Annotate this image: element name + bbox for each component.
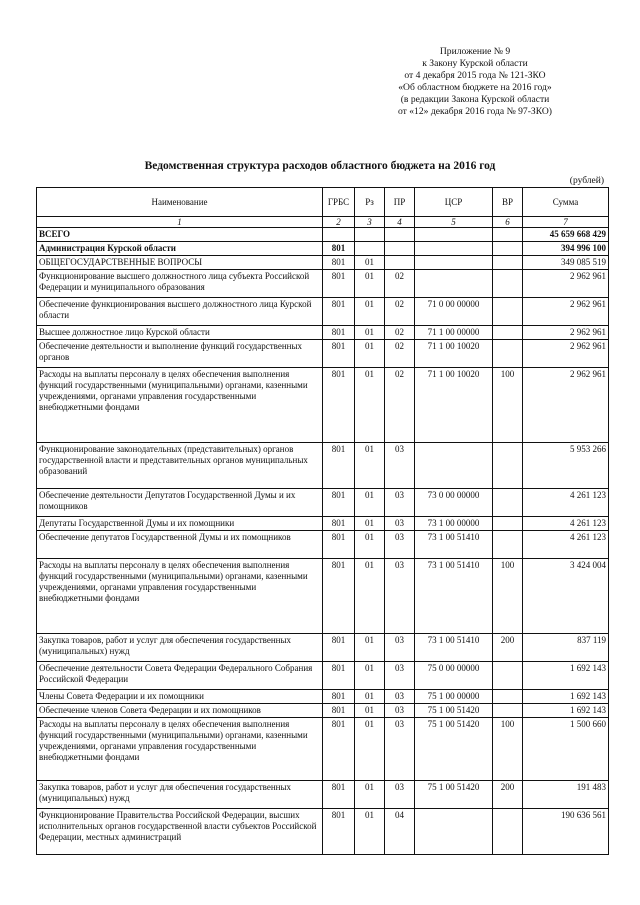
row-vr-cell: 200 bbox=[493, 781, 523, 809]
row-name-cell: Функционирование высшего должностного лица субъекта Российской Федерации и муниципального образования bbox=[37, 270, 323, 298]
row-sum-cell: 394 996 100 bbox=[523, 242, 609, 256]
row-vr-cell bbox=[493, 326, 523, 340]
row-pr-cell: 03 bbox=[385, 517, 415, 531]
row-csr-cell: 75 1 00 51420 bbox=[415, 781, 493, 809]
row-rz-cell: 01 bbox=[355, 298, 385, 326]
column-header-pr: ПР bbox=[385, 188, 415, 217]
column-number: 3 bbox=[355, 217, 385, 228]
row-grbs-cell: 801 bbox=[323, 340, 355, 368]
table-row bbox=[37, 517, 609, 531]
row-name-cell: Обеспечение членов Совета Федерации и их помощников bbox=[37, 704, 323, 718]
row-sum-cell: 1 692 143 bbox=[523, 690, 609, 704]
column-number: 4 bbox=[385, 217, 415, 228]
row-name-cell: Обеспечение депутатов Государственной Думы и их помощников bbox=[37, 531, 323, 559]
row-rz-cell: 01 bbox=[355, 270, 385, 298]
row-rz-cell: 01 bbox=[355, 662, 385, 690]
table-row bbox=[37, 718, 609, 781]
row-vr-cell: 100 bbox=[493, 559, 523, 634]
appendix-line: к Закону Курской области bbox=[422, 58, 528, 69]
table-row bbox=[37, 242, 609, 256]
row-csr-cell: 73 1 00 51410 bbox=[415, 559, 493, 634]
row-grbs-cell: 801 bbox=[323, 809, 355, 855]
row-grbs-cell: 801 bbox=[323, 559, 355, 634]
row-csr-cell bbox=[415, 809, 493, 855]
row-pr-cell bbox=[385, 228, 415, 242]
row-vr-cell: 200 bbox=[493, 634, 523, 662]
row-grbs-cell: 801 bbox=[323, 517, 355, 531]
row-sum-cell: 1 692 143 bbox=[523, 662, 609, 690]
row-pr-cell: 03 bbox=[385, 443, 415, 489]
table-row bbox=[37, 368, 609, 443]
row-vr-cell bbox=[493, 704, 523, 718]
row-grbs-cell: 801 bbox=[323, 718, 355, 781]
row-name-cell: Члены Совета Федерации и их помощники bbox=[37, 690, 323, 704]
row-csr-cell bbox=[415, 242, 493, 256]
row-pr-cell bbox=[385, 256, 415, 270]
table-row bbox=[37, 531, 609, 559]
row-vr-cell: 100 bbox=[493, 718, 523, 781]
table-row bbox=[37, 326, 609, 340]
document-title: Ведомственная структура расходов областного бюджета на 2016 год bbox=[144, 160, 496, 172]
row-vr-cell bbox=[493, 489, 523, 517]
row-csr-cell: 71 1 00 10020 bbox=[415, 368, 493, 443]
column-number: 6 bbox=[493, 217, 523, 228]
row-grbs-cell: 801 bbox=[323, 489, 355, 517]
row-sum-cell: 2 962 961 bbox=[523, 368, 609, 443]
row-pr-cell: 02 bbox=[385, 368, 415, 443]
row-rz-cell: 01 bbox=[355, 340, 385, 368]
row-pr-cell: 02 bbox=[385, 298, 415, 326]
row-rz-cell: 01 bbox=[355, 781, 385, 809]
column-number: 1 bbox=[37, 217, 323, 228]
row-pr-cell: 03 bbox=[385, 531, 415, 559]
column-header-rz: Рз bbox=[355, 188, 385, 217]
row-csr-cell bbox=[415, 443, 493, 489]
row-csr-cell bbox=[415, 228, 493, 242]
row-pr-cell: 04 bbox=[385, 809, 415, 855]
row-vr-cell bbox=[493, 256, 523, 270]
table-row bbox=[37, 690, 609, 704]
row-sum-cell: 2 962 961 bbox=[523, 270, 609, 298]
row-rz-cell: 01 bbox=[355, 443, 385, 489]
row-csr-cell: 75 1 00 51420 bbox=[415, 704, 493, 718]
row-csr-cell: 73 0 00 00000 bbox=[415, 489, 493, 517]
row-sum-cell: 3 424 004 bbox=[523, 559, 609, 634]
row-vr-cell bbox=[493, 298, 523, 326]
column-header-sum: Сумма bbox=[523, 188, 609, 217]
row-sum-cell: 45 659 668 429 bbox=[523, 228, 609, 242]
row-csr-cell: 75 0 00 00000 bbox=[415, 662, 493, 690]
table-row bbox=[37, 256, 609, 270]
appendix-note bbox=[360, 46, 590, 118]
row-csr-cell: 73 1 00 51410 bbox=[415, 634, 493, 662]
row-pr-cell: 03 bbox=[385, 634, 415, 662]
row-grbs-cell: 801 bbox=[323, 634, 355, 662]
row-name-cell: Администрация Курской области bbox=[37, 242, 323, 256]
row-rz-cell: 01 bbox=[355, 704, 385, 718]
table-body bbox=[37, 228, 609, 855]
row-vr-cell bbox=[493, 531, 523, 559]
row-sum-cell: 4 261 123 bbox=[523, 517, 609, 531]
row-rz-cell: 01 bbox=[355, 531, 385, 559]
row-name-cell: ОБЩЕГОСУДАРСТВЕННЫЕ ВОПРОСЫ bbox=[37, 256, 323, 270]
table-row bbox=[37, 228, 609, 242]
row-rz-cell: 01 bbox=[355, 489, 385, 517]
appendix-line: (в редакции Закона Курской области bbox=[400, 94, 550, 105]
column-header-csr: ЦСР bbox=[415, 188, 493, 217]
row-grbs-cell: 801 bbox=[323, 242, 355, 256]
column-number-row bbox=[37, 217, 609, 228]
row-grbs-cell: 801 bbox=[323, 662, 355, 690]
table-row bbox=[37, 781, 609, 809]
row-pr-cell: 02 bbox=[385, 270, 415, 298]
row-name-cell: ВСЕГО bbox=[37, 228, 323, 242]
row-pr-cell: 02 bbox=[385, 340, 415, 368]
row-sum-cell: 1 692 143 bbox=[523, 704, 609, 718]
row-pr-cell: 03 bbox=[385, 662, 415, 690]
row-pr-cell: 03 bbox=[385, 704, 415, 718]
row-name-cell: Обеспечение деятельности Депутатов Государственной Думы и их помощников bbox=[37, 489, 323, 517]
table-row bbox=[37, 634, 609, 662]
row-grbs-cell: 801 bbox=[323, 270, 355, 298]
row-rz-cell: 01 bbox=[355, 256, 385, 270]
row-pr-cell bbox=[385, 242, 415, 256]
row-rz-cell: 01 bbox=[355, 517, 385, 531]
row-sum-cell: 2 962 961 bbox=[523, 326, 609, 340]
row-csr-cell: 71 1 00 10020 bbox=[415, 340, 493, 368]
row-csr-cell bbox=[415, 256, 493, 270]
table-row bbox=[37, 298, 609, 326]
row-vr-cell bbox=[493, 228, 523, 242]
row-csr-cell: 75 1 00 51420 bbox=[415, 718, 493, 781]
row-name-cell: Обеспечение деятельности Совета Федерации Федерального Собрания Российской Федерации bbox=[37, 662, 323, 690]
row-grbs-cell: 801 bbox=[323, 531, 355, 559]
row-name-cell: Депутаты Государственной Думы и их помощники bbox=[37, 517, 323, 531]
row-sum-cell: 4 261 123 bbox=[523, 531, 609, 559]
row-name-cell: Закупка товаров, работ и услуг для обеспечения государственных (муниципальных) нужд bbox=[37, 634, 323, 662]
row-sum-cell: 1 500 660 bbox=[523, 718, 609, 781]
row-sum-cell: 837 119 bbox=[523, 634, 609, 662]
row-grbs-cell bbox=[323, 228, 355, 242]
row-name-cell: Расходы на выплаты персоналу в целях обеспечения выполнения функций государственными (муниципальными) органами, казенными учреждениями, органами управления государственными внебюджетными фондами bbox=[37, 559, 323, 634]
table-row bbox=[37, 489, 609, 517]
appendix-line: «Об областном бюджете на 2016 год» bbox=[398, 82, 552, 93]
row-name-cell: Закупка товаров, работ и услуг для обеспечения государственных (муниципальных) нужд bbox=[37, 781, 323, 809]
row-vr-cell bbox=[493, 340, 523, 368]
row-rz-cell: 01 bbox=[355, 326, 385, 340]
row-vr-cell bbox=[493, 242, 523, 256]
row-pr-cell: 02 bbox=[385, 326, 415, 340]
row-grbs-cell: 801 bbox=[323, 298, 355, 326]
row-vr-cell bbox=[493, 443, 523, 489]
table-header-row bbox=[37, 188, 609, 217]
row-vr-cell bbox=[493, 809, 523, 855]
row-csr-cell bbox=[415, 270, 493, 298]
row-pr-cell: 03 bbox=[385, 781, 415, 809]
column-header-vr: ВР bbox=[493, 188, 523, 217]
table-row bbox=[37, 662, 609, 690]
row-rz-cell: 01 bbox=[355, 690, 385, 704]
row-grbs-cell: 801 bbox=[323, 443, 355, 489]
row-vr-cell bbox=[493, 662, 523, 690]
row-sum-cell: 349 085 519 bbox=[523, 256, 609, 270]
table-row bbox=[37, 443, 609, 489]
table-row bbox=[37, 559, 609, 634]
appendix-line: Приложение № 9 bbox=[439, 46, 511, 57]
column-number: 2 bbox=[323, 217, 355, 228]
row-csr-cell: 73 1 00 51410 bbox=[415, 531, 493, 559]
column-number: 7 bbox=[523, 217, 609, 228]
row-grbs-cell: 801 bbox=[323, 326, 355, 340]
units-label: (рублей) bbox=[569, 176, 604, 186]
row-vr-cell bbox=[493, 690, 523, 704]
row-rz-cell: 01 bbox=[355, 809, 385, 855]
row-vr-cell bbox=[493, 270, 523, 298]
row-rz-cell: 01 bbox=[355, 559, 385, 634]
table-row bbox=[37, 809, 609, 855]
row-name-cell: Расходы на выплаты персоналу в целях обеспечения выполнения функций государственными (муниципальными) органами, казенными учреждениями, органами управления государственными внебюджетными фондами bbox=[37, 718, 323, 781]
row-name-cell: Обеспечение функционирования высшего должностного лица Курской области bbox=[37, 298, 323, 326]
row-pr-cell: 03 bbox=[385, 690, 415, 704]
row-pr-cell: 03 bbox=[385, 489, 415, 517]
appendix-line: от «12» декабря 2016 года № 97-ЗКО) bbox=[397, 106, 553, 117]
row-rz-cell bbox=[355, 228, 385, 242]
row-name-cell: Функционирование Правительства Российской Федерации, высших исполнительных органов государственной власти субъектов Российской Федерации, местных администраций bbox=[37, 809, 323, 855]
table-row bbox=[37, 340, 609, 368]
column-header-name: Наименование bbox=[37, 188, 323, 217]
row-csr-cell: 71 1 00 00000 bbox=[415, 326, 493, 340]
row-name-cell: Расходы на выплаты персоналу в целях обеспечения выполнения функций государственными (муниципальными) органами, казенными учреждениями, органами управления государственными внебюджетными фондами bbox=[37, 368, 323, 443]
row-name-cell: Функционирование законодательных (представительных) органов государственной власти и представительных органов муниципальных образований bbox=[37, 443, 323, 489]
row-csr-cell: 71 0 00 00000 bbox=[415, 298, 493, 326]
row-grbs-cell: 801 bbox=[323, 256, 355, 270]
row-pr-cell: 03 bbox=[385, 559, 415, 634]
row-grbs-cell: 801 bbox=[323, 690, 355, 704]
row-grbs-cell: 801 bbox=[323, 368, 355, 443]
table-row bbox=[37, 704, 609, 718]
row-csr-cell: 75 1 00 00000 bbox=[415, 690, 493, 704]
row-sum-cell: 2 962 961 bbox=[523, 298, 609, 326]
row-sum-cell: 2 962 961 bbox=[523, 340, 609, 368]
column-number: 5 bbox=[415, 217, 493, 228]
row-grbs-cell: 801 bbox=[323, 704, 355, 718]
row-name-cell: Высшее должностное лицо Курской области bbox=[37, 326, 323, 340]
budget-table bbox=[36, 187, 609, 855]
row-sum-cell: 191 483 bbox=[523, 781, 609, 809]
row-rz-cell: 01 bbox=[355, 718, 385, 781]
row-vr-cell: 100 bbox=[493, 368, 523, 443]
row-csr-cell: 73 1 00 00000 bbox=[415, 517, 493, 531]
row-sum-cell: 190 636 561 bbox=[523, 809, 609, 855]
row-rz-cell: 01 bbox=[355, 368, 385, 443]
row-vr-cell bbox=[493, 517, 523, 531]
table-row bbox=[37, 270, 609, 298]
row-rz-cell: 01 bbox=[355, 634, 385, 662]
row-rz-cell bbox=[355, 242, 385, 256]
row-grbs-cell: 801 bbox=[323, 781, 355, 809]
row-sum-cell: 5 953 266 bbox=[523, 443, 609, 489]
appendix-line: от 4 декабря 2015 года № 121-ЗКО bbox=[404, 70, 546, 81]
row-pr-cell: 03 bbox=[385, 718, 415, 781]
row-name-cell: Обеспечение деятельности и выполнение функций государственных органов bbox=[37, 340, 323, 368]
column-header-grbs: ГРБС bbox=[323, 188, 355, 217]
row-sum-cell: 4 261 123 bbox=[523, 489, 609, 517]
